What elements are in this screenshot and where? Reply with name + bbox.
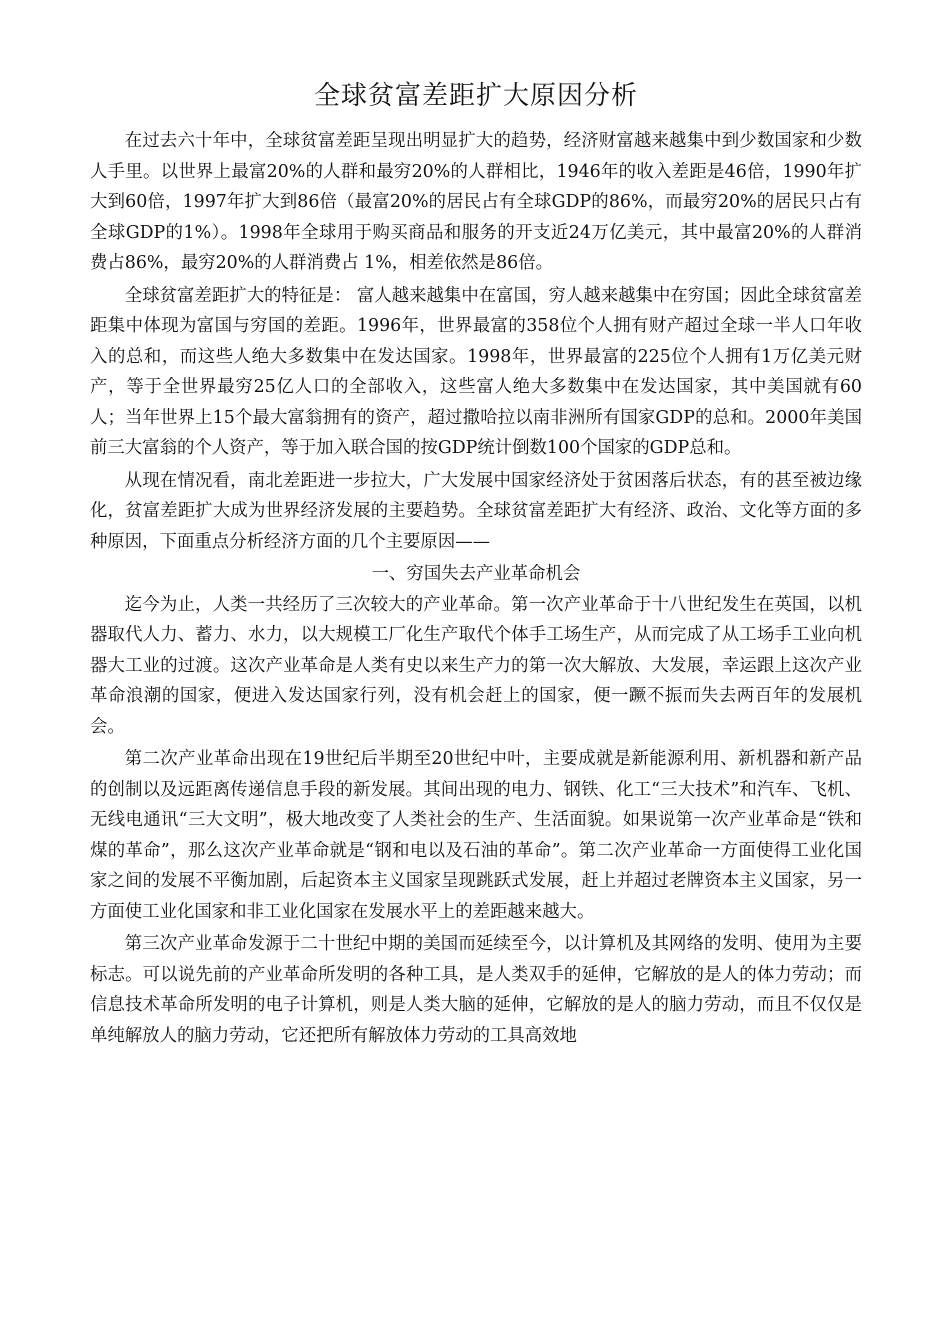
section-heading: 一、穷国失去产业革命机会 <box>371 564 581 584</box>
document-title: 全球贫富差距扩大原因分析 <box>313 81 638 111</box>
paragraph-current-situation: 从现在情况看，南北差距进一步拉大，广大发展中国家经济处于贫困落后状态，有的甚至被边缘化，贫富差距扩大成为世界经济发展的主要趋势。全球贫富差距扩大有经济、政治、文化等方面的多种原因，下面重点分析经济方面的几个主要原因—— <box>90 470 862 552</box>
paragraph-characteristics: 全球贫富差距扩大的特征是： 富人越来越集中在富国，穷人越来越集中在穷国；因此全球贫富差距集中体现为富国与穷国的差距。1996年，世界最富的358位个人拥有财产超过全球一半人口年收入的总和，而这些人绝大多数集中在发达国家。1998年，世界最富的225位个人拥有1万亿美元财产，等于全世界最穷25亿人口的全部收入，这些富人绝大多数集中在发达国家，其中美国就有60人；当年世界上15个最大富翁拥有的资产，超过撒哈拉以南非洲所有国家GDP的总和。2000年美国前三大富翁的个人资产，等于加入联合国的按GDP统计倒数100个国家的GDP总和。 <box>90 285 862 458</box>
paragraph-second-revolution: 第二次产业革命出现在19世纪后半期至20世纪中叶，主要成就是新能源利用、新机器和新产品的创制以及远距离传递信息手段的新发展。其间出现的电力、钢铁、化工“三大技术”和汽车、飞机、无线电通讯“三大文明”，极大地改变了人类社会的生产、生活面貌。如果说第一次产业革命是“铁和煤的革命”，那么这次产业革命就是“钢和电以及石油的革命”。第二次产业革命一方面使得工业化国家之间的发展不平衡加剧，后起资本主义国家呈现跳跃式发展，赶上并超过老牌资本主义国家，另一方面使工业化国家和非工业化国家在发展水平上的差距越来越大。 <box>90 749 862 922</box>
paragraph-intro: 在过去六十年中，全球贫富差距呈现出明显扩大的趋势，经济财富越来越集中到少数国家和少数人手里。以世界上最富20%的人群和最穷20%的人群相比，1946年的收入差距是46倍，1990年扩大到60倍，1997年扩大到86倍（最富20%的居民占有全球GDP的86%，而最穷20%的居民只占有全球GDP的1%）。1998年全球用于购买商品和服务的开支近24万亿美元，其中最富20%的人群消费占86%，最穷20%的人群消费占 1%，相差依然是86倍。 <box>90 131 862 273</box>
document-page <box>90 78 862 1053</box>
paragraph-first-revolution: 迄今为止，人类一共经历了三次较大的产业革命。第一次产业革命于十八世纪发生在英国，以机器取代人力、蓄力、水力，以大规模工厂化生产取代个体手工场生产，从而完成了从工场手工业向机器大工业的过渡。这次产业革命是人类有史以来生产力的第一次大解放、大发展，幸运跟上这次产业革命浪潮的国家，便进入发达国家行列，没有机会赶上的国家，便一蹶不振而失去两百年的发展机会。 <box>90 594 862 737</box>
paragraph-third-revolution: 第三次产业革命发源于二十世纪中期的美国而延续至今，以计算机及其网络的发明、使用为主要标志。可以说先前的产业革命所发明的各种工具，是人类双手的延伸，它解放的是人的体力劳动；而信息技术革命所发明的电子计算机，则是人类大脑的延伸，它解放的是人的脑力劳动，而且不仅仅是单纯解放人的脑力劳动，它还把所有解放体力劳动的工具高效地 <box>90 934 862 1046</box>
